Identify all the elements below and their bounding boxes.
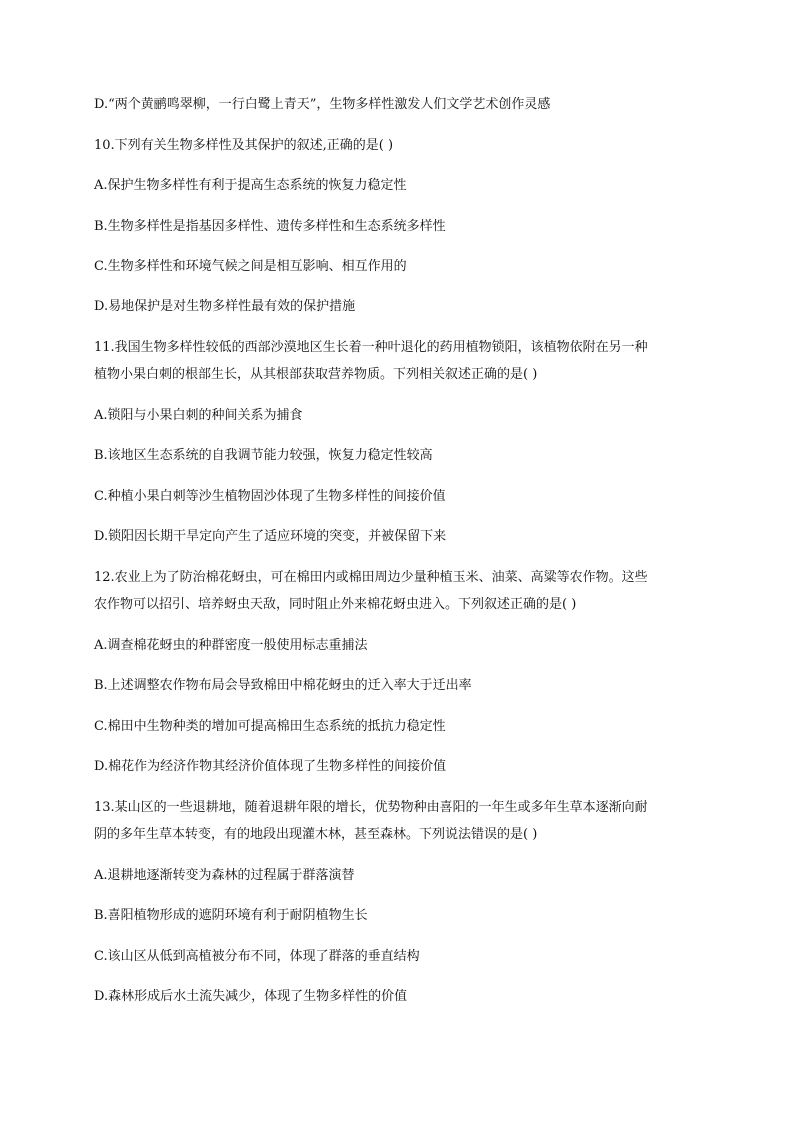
- q10-option-d: D.易地保护是对生物多样性最有效的保护措施: [94, 299, 356, 314]
- q11-option-b: B.该地区生态系统的自我调节能力较强，恢复力稳定性较高: [94, 448, 433, 463]
- q12-option-a: A.调查棉花蚜虫的种群密度一般使用标志重捕法: [94, 638, 368, 653]
- q10-stem-line-1: 10.下列有关生物多样性及其保护的叙述,正确的是( ): [94, 138, 394, 153]
- q11-option-a: A.锁阳与小果白刺的种间关系为捕食: [94, 408, 303, 423]
- q13-stem-line-1: 13.某山区的一些退耕地，随着退耕年限的增长，优势物种由喜阳的一年生或多年生草本逐渐向耐: [94, 800, 648, 815]
- q12-option-c: C.棉田中生物种类的增加可提高棉田生态系统的抵抗力稳定性: [94, 719, 446, 734]
- q12-option-b: B.上述调整农作物布局会导致棉田中棉花蚜虫的迁入率大于迁出率: [94, 678, 472, 693]
- q11-option-c: C.种植小果白刺等沙生植物固沙体现了生物多样性的间接价值: [94, 489, 446, 504]
- q10-option-a: A.保护生物多样性有利于提高生态系统的恢复力稳定性: [94, 178, 407, 193]
- q13-option-c: C.该山区从低到高植被分布不同，体现了群落的垂直结构: [94, 949, 420, 964]
- q12-stem-line-2: 农作物可以招引、培养蚜虫天敌，同时阻止外来棉花蚜虫进入。下列叙述正确的是( ): [94, 597, 577, 612]
- q12-stem-line-1: 12.农业上为了防治棉花蚜虫，可在棉田内或棉田周边少量种植玉米、油菜、高粱等农作物。这些: [94, 570, 648, 585]
- q13-option-a: A.退耕地逐渐转变为森林的过程属于群落演替: [94, 868, 355, 883]
- q10-option-c: C.生物多样性和环境气候之间是相互影响、相互作用的: [94, 259, 407, 274]
- q12-option-d: D.棉花作为经济作物其经济价值体现了生物多样性的间接价值: [94, 759, 447, 774]
- q9-option-d: D.“两个黄鹂鸣翠柳，一行白鹭上青天”，生物多样性激发人们文学艺术创作灵感: [94, 97, 551, 112]
- q11-stem-line-1: 11.我国生物多样性较低的西部沙漠地区生长着一种叶退化的药用植物锁阳，该植物依附在另一种: [94, 340, 648, 355]
- q13-stem-line-2: 阴的多年生草本转变，有的地段出现灌木林，甚至森林。下列说法错误的是( ): [94, 827, 538, 842]
- q11-option-d: D.锁阳因长期干旱定向产生了适应环境的突变，并被保留下来: [94, 529, 447, 544]
- q13-option-d: D.森林形成后水土流失减少，体现了生物多样性的价值: [94, 989, 408, 1004]
- q10-option-b: B.生物多样性是指基因多样性、遗传多样性和生态系统多样性: [94, 219, 446, 234]
- q13-option-b: B.喜阳植物形成的遮阴环境有利于耐阴植物生长: [94, 908, 368, 923]
- q11-stem-line-2: 植物小果白刺的根部生长，从其根部获取营养物质。下列相关叙述正确的是( ): [94, 367, 538, 382]
